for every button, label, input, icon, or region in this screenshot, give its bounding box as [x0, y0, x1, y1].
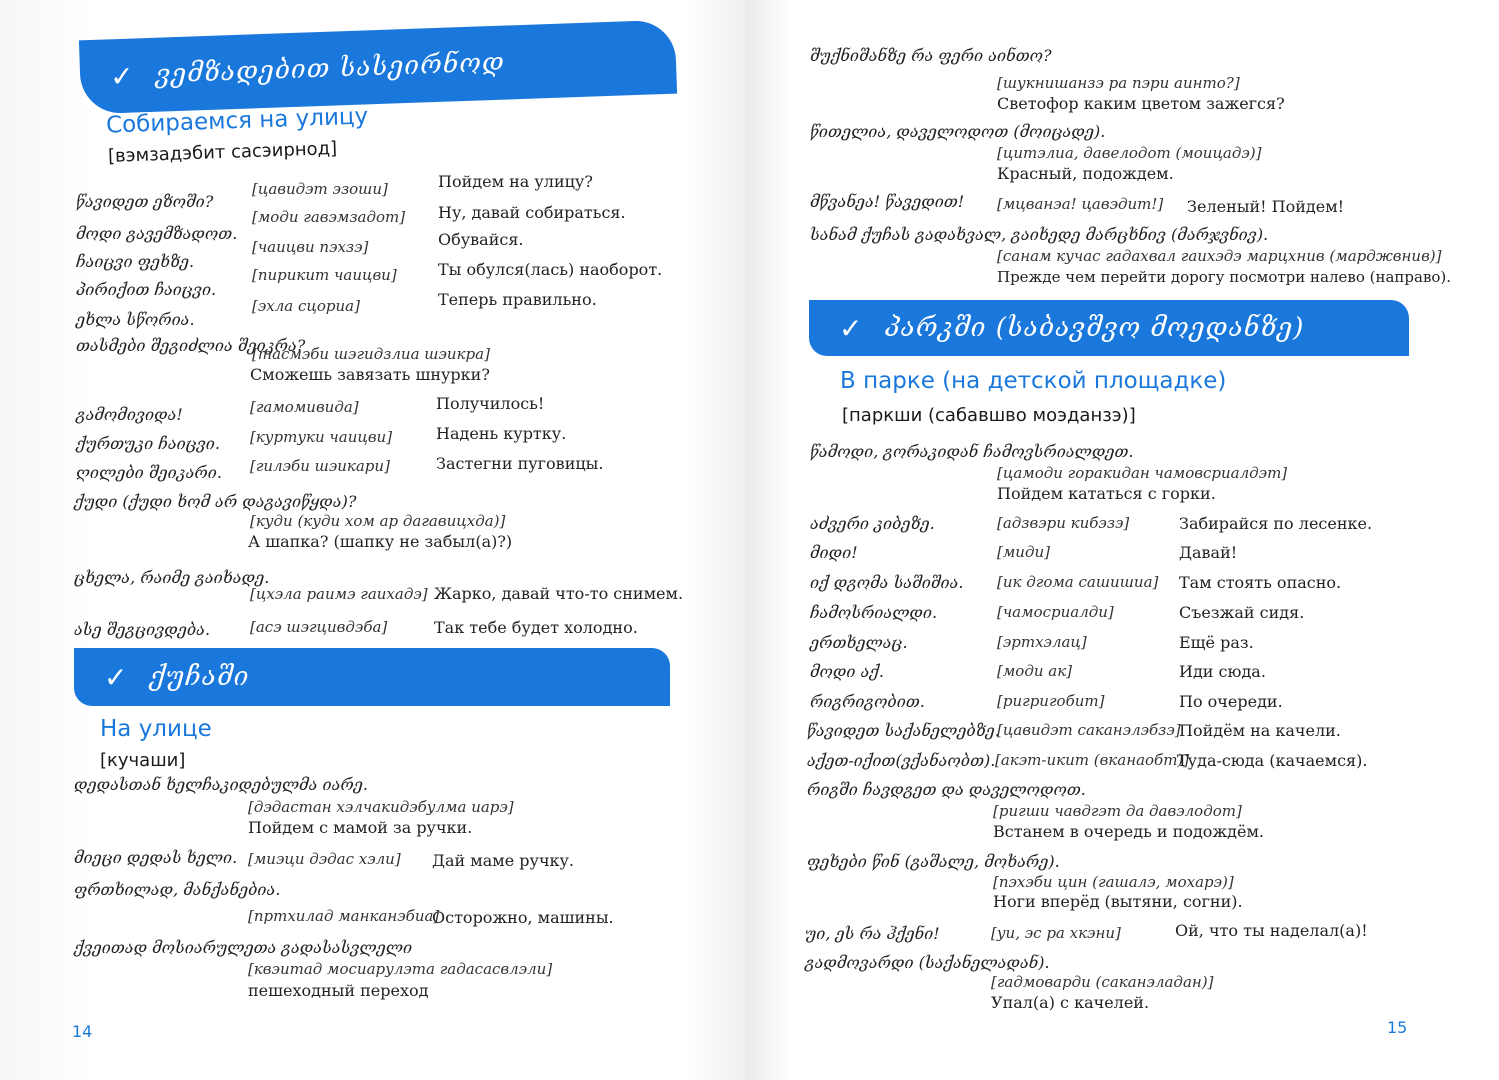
georgian-phrase: რიგში ჩავდგეთ და დაველოდოთ.	[807, 780, 1086, 799]
russian-phrase: Осторожно, машины.	[432, 908, 614, 927]
georgian-phrase: მოდი აქ.	[810, 662, 884, 681]
transliteration: [цхэла раимэ гаихадэ]	[250, 585, 428, 603]
georgian-phrase: გადმოვარდი (საქანელადან).	[805, 953, 1050, 972]
section-translit-park: [паркши (сабавшво моэданзэ)]	[842, 405, 1136, 426]
section-title-prepare: Собираемся на улицу	[105, 103, 369, 139]
transliteration: [пртхилад манканэбиа]	[248, 907, 440, 925]
banner-title: ქუჩაში	[149, 662, 250, 692]
russian-phrase: Давай!	[1179, 543, 1238, 562]
georgian-phrase: მოდი გავემზადოთ.	[76, 224, 238, 243]
georgian-phrase: მიეცი დედას ხელი.	[74, 848, 238, 867]
transliteration: [ик дгома сашишиа]	[997, 573, 1159, 591]
georgian-phrase: წამოდი, გორაკიდან ჩამოვსრიალდეთ.	[810, 442, 1134, 461]
georgian-phrase: რიგრიგობით.	[810, 692, 925, 711]
georgian-phrase: სანამ ქუჩას გადახვალ, გაიხედე მარცხნივ (მარჯვნივ).	[810, 225, 1269, 244]
banner-title: ვემზადებით სასეირნოდ	[155, 47, 506, 90]
section-title-street: На улице	[100, 716, 212, 742]
russian-phrase: Иди сюда.	[1179, 662, 1266, 681]
transliteration: [цавидэт эзоши]	[252, 180, 388, 198]
russian-phrase: По очереди.	[1179, 692, 1283, 711]
russian-phrase: Ой, что ты наделал(а)!	[1175, 921, 1368, 940]
georgian-phrase: გამომივიდა!	[76, 405, 183, 424]
transliteration: [моди гавэмзадот]	[252, 208, 406, 226]
georgian-phrase: უი, ეს რა ჰქენი!	[805, 924, 940, 943]
russian-phrase: Встанем в очередь и подождём.	[993, 822, 1265, 841]
georgian-phrase: წავიდეთ საქანელებზე.	[807, 721, 1000, 740]
russian-phrase: Ещё раз.	[1179, 633, 1254, 652]
russian-phrase: Зеленый! Пойдем!	[1187, 197, 1345, 216]
russian-phrase: Забирайся по лесенке.	[1179, 514, 1373, 533]
russian-phrase: Пойдем с мамой за ручки.	[248, 818, 473, 837]
russian-phrase: Ну, давай собираться.	[438, 203, 626, 222]
georgian-phrase: ღილები შეიკარი.	[76, 463, 222, 482]
russian-phrase: Теперь правильно.	[438, 290, 597, 309]
russian-phrase: Пойдем кататься с горки.	[997, 484, 1216, 503]
russian-phrase: А шапка? (шапку не забыл(а)?)	[248, 532, 513, 551]
checkmark-icon: ✓	[109, 59, 135, 93]
transliteration: [акэт-икит (вканаобт)]	[995, 751, 1190, 769]
georgian-phrase: ასე შეგცივდება.	[74, 620, 211, 639]
russian-phrase: Застегни пуговицы.	[436, 454, 604, 473]
checkmark-icon: ✓	[104, 660, 128, 694]
page-number: 15	[1387, 1018, 1408, 1037]
russian-phrase: Там стоять опасно.	[1179, 573, 1342, 592]
russian-phrase: Съезжай сидя.	[1179, 603, 1305, 622]
russian-phrase: Пойдем на улицу?	[438, 172, 593, 191]
georgian-phrase: ეხლა სწორია.	[76, 310, 195, 329]
section-banner-street	[74, 648, 670, 706]
russian-phrase: Получилось!	[436, 394, 545, 413]
russian-phrase: Ты обулся(лась) наоборот.	[438, 260, 663, 279]
transliteration: [куди (куди хом ар дагавицхда)]	[250, 512, 506, 530]
transliteration: [миди]	[997, 543, 1050, 561]
transliteration: [пирикит чаицви]	[252, 266, 397, 284]
russian-phrase: Ноги вперёд (вытяни, согни).	[993, 892, 1243, 911]
russian-phrase: Так тебе будет холодно.	[434, 618, 638, 637]
transliteration: [асэ шэгцивдэба]	[250, 618, 388, 636]
transliteration: [ригши чавдгэт да давэлодот]	[993, 802, 1242, 820]
georgian-phrase: ქვეითად მოსიარულეთა გადასასვლელი	[74, 938, 413, 957]
section-banner-park	[809, 300, 1409, 356]
georgian-phrase: ფეხები წინ (გაშალე, მოხარე).	[807, 852, 1060, 871]
russian-phrase: Надень куртку.	[436, 424, 567, 443]
transliteration: [миэци дэдас хэли]	[248, 850, 401, 868]
russian-phrase: Светофор каким цветом зажегся?	[997, 94, 1285, 113]
georgian-phrase: შუქნიშანზე რა ფერი აინთო?	[810, 46, 1052, 65]
transliteration: [моди ак]	[997, 662, 1073, 680]
transliteration: [цамоди горакидан чамовсриалдэт]	[997, 464, 1288, 482]
transliteration: [дэдастан хэлчакидэбулма иарэ]	[248, 798, 514, 816]
banner-title: პარკში (საბავშვო მოედანზე)	[884, 313, 1305, 343]
russian-phrase: Пойдём на качели.	[1179, 721, 1341, 740]
russian-phrase: пешеходный переход	[248, 981, 429, 1000]
russian-phrase: Упал(а) с качелей.	[991, 993, 1150, 1012]
georgian-phrase: ქურთუკი ჩაიცვი.	[76, 434, 220, 453]
transliteration: [ригригобит]	[997, 692, 1105, 710]
page-number: 14	[72, 1022, 93, 1041]
georgian-phrase: წითელია, დაველოდოთ (მოიცადე).	[810, 122, 1106, 141]
georgian-phrase: პირიქით ჩაიცვი.	[76, 280, 217, 299]
transliteration: [квэитад мосиарулэта гадасасвлэли]	[248, 960, 553, 978]
georgian-phrase: მიდი!	[810, 543, 858, 562]
transliteration: [гамомивида]	[250, 398, 359, 416]
left-page	[0, 0, 745, 1080]
georgian-phrase: აძვერი კიბეზე.	[810, 514, 935, 533]
transliteration: [эхла сцориа]	[252, 297, 360, 315]
georgian-phrase: თასმები შეგიძლია შეიკრა?	[76, 336, 306, 355]
transliteration: [гилэби шэикари]	[250, 457, 390, 475]
georgian-phrase: ერთხელაც.	[810, 633, 908, 652]
georgian-phrase: ცხელა, რაიმე გაიხადე.	[74, 568, 270, 587]
georgian-phrase: მწვანეა! წავედით!	[810, 192, 965, 211]
transliteration: [куртуки чаицви]	[250, 428, 393, 446]
transliteration: [эртхэлац]	[997, 633, 1087, 651]
transliteration: [уи, эс ра хкэни]	[991, 924, 1121, 942]
transliteration: [чаицви пэхзэ]	[252, 238, 369, 256]
russian-phrase: Дай маме ручку.	[432, 851, 575, 870]
transliteration: [цавидэт саканэлэбзэ]	[997, 721, 1181, 739]
russian-phrase: Туда-сюда (качаемся).	[1177, 751, 1368, 770]
georgian-phrase: ჩამოსრიალდი.	[810, 603, 938, 622]
transliteration: [адзвэри кибэзэ]	[997, 514, 1130, 532]
russian-phrase: Жарко, давай что-то снимем.	[434, 584, 684, 603]
russian-phrase: Красный, подождем.	[997, 164, 1174, 183]
transliteration: [шукнишанзэ ра пэри аинто?]	[997, 74, 1240, 92]
transliteration: [цитэлиа, давелодот (моицадэ)]	[997, 144, 1262, 162]
section-title-park: В парке (на детской площадке)	[840, 368, 1227, 394]
transliteration: [санам кучас гадахвал гаихэдэ марцхнив (марджвнив)]	[997, 247, 1442, 265]
georgian-phrase: აქეთ-იქით(ვქანაობთ).	[807, 751, 996, 770]
section-translit-prepare: [вэмзадэбит сасэирнод]	[107, 138, 338, 167]
georgian-phrase: წავიდეთ ეზოში?	[76, 192, 214, 211]
georgian-phrase: დედასთან ხელჩაკიდებულმა იარე.	[74, 775, 368, 794]
transliteration: [чамосриалди]	[997, 603, 1114, 621]
georgian-phrase: ფრთხილად, მანქანებია.	[74, 880, 281, 899]
transliteration: [гадмоварди (саканэладан)]	[991, 973, 1214, 991]
russian-phrase: Прежде чем перейти дорогу посмотри налево (направо).	[997, 268, 1452, 286]
russian-phrase: Сможешь завязать шнурки?	[250, 365, 490, 384]
russian-phrase: Обувайся.	[438, 230, 524, 249]
georgian-phrase: იქ დგომა საშიშია.	[810, 573, 964, 592]
section-banner-prepare	[79, 20, 677, 115]
section-translit-street: [кучаши]	[100, 750, 186, 771]
transliteration: [мцванэа! цавэдит!]	[997, 195, 1164, 213]
checkmark-icon: ✓	[839, 311, 863, 345]
transliteration: [тасмэби шэгидзлиа шэикра]	[252, 345, 490, 363]
transliteration: [пэхэби цин (гашалэ, мохарэ)]	[993, 873, 1234, 891]
right-page	[745, 0, 1499, 1080]
georgian-phrase: ჩაიცვი ფეხზე.	[76, 252, 195, 271]
georgian-phrase: ქუდი (ქუდი ხომ არ დაგავიწყდა)?	[74, 492, 357, 511]
